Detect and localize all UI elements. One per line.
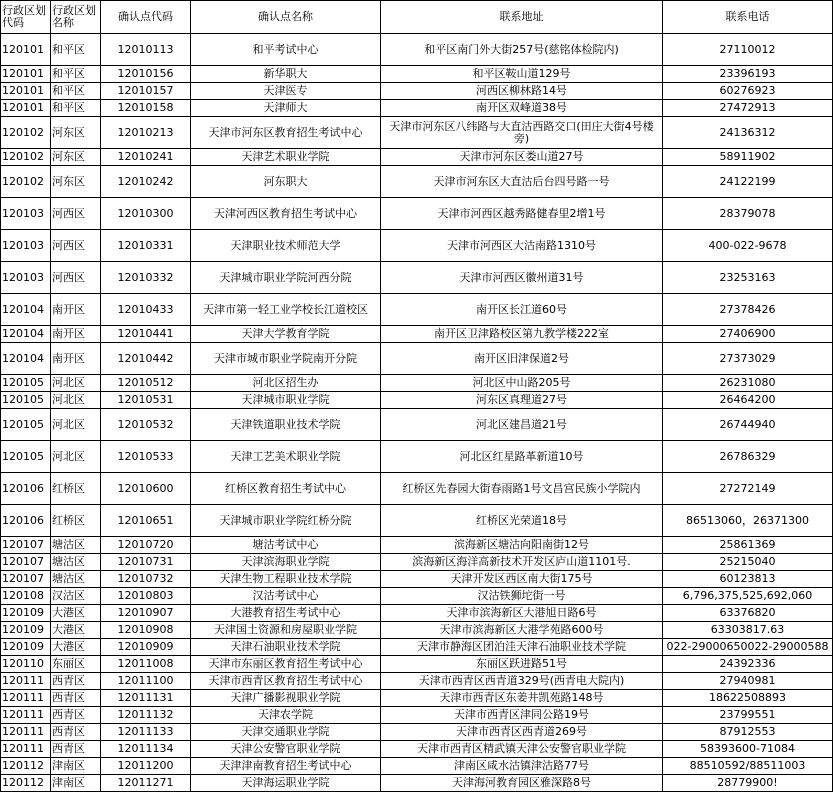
site-code-cell: 12010441	[101, 326, 191, 343]
site-code-cell: 12010241	[101, 149, 191, 166]
table-row	[1, 639, 833, 656]
phone-cell: 26786329	[663, 441, 833, 473]
address-cell: 津南区咸水沽镇津沽路77号	[381, 758, 663, 775]
table-row	[1, 441, 833, 473]
site-name-cell: 天津市第一轻工业学校长江道校区	[191, 294, 381, 326]
district-code-cell: 120101	[1, 34, 51, 66]
table-row	[1, 392, 833, 409]
phone-cell: 25215040	[663, 554, 833, 571]
district-code-cell: 120103	[1, 198, 51, 230]
phone-cell: 28379078	[663, 198, 833, 230]
district-name-cell: 南开区	[51, 326, 101, 343]
district-code-cell: 120111	[1, 741, 51, 758]
address-cell: 天津市河东区八纬路与大直沽西路交口(田庄大街4号楼旁)	[381, 117, 663, 149]
address-cell: 天津市西青区津同公路19号	[381, 707, 663, 724]
phone-cell: 23799551	[663, 707, 833, 724]
table-row	[1, 622, 833, 639]
district-name-cell: 河西区	[51, 198, 101, 230]
table-row	[1, 230, 833, 262]
site-code-cell: 12010533	[101, 441, 191, 473]
site-code-cell: 12010909	[101, 639, 191, 656]
site-name-cell: 汉沽考试中心	[191, 588, 381, 605]
district-code-cell: 120106	[1, 473, 51, 505]
district-code-cell: 120112	[1, 758, 51, 775]
district-name-cell: 和平区	[51, 34, 101, 66]
address-cell: 滨海新区塘沽向阳南街12号	[381, 537, 663, 554]
address-cell: 红桥区先春园大街春雨路1号文昌宫民族小学院内	[381, 473, 663, 505]
phone-cell: 27940981	[663, 673, 833, 690]
district-name-cell: 红桥区	[51, 505, 101, 537]
address-cell: 河西区柳林路14号	[381, 83, 663, 100]
site-name-cell: 天津市城市职业学院南开分院	[191, 343, 381, 375]
address-cell: 天津开发区西区南大街175号	[381, 571, 663, 588]
phone-cell: 6,796,375,525,692,060	[663, 588, 833, 605]
site-name-cell: 天津师大	[191, 100, 381, 117]
table-row	[1, 605, 833, 622]
table-row	[1, 262, 833, 294]
district-code-cell: 120109	[1, 622, 51, 639]
phone-cell: 27110012	[663, 34, 833, 66]
address-cell: 河北区中山路205号	[381, 375, 663, 392]
district-name-cell: 大港区	[51, 605, 101, 622]
district-name-cell: 西青区	[51, 741, 101, 758]
header-phone: 联系电话	[663, 1, 833, 34]
site-code-cell: 12010442	[101, 343, 191, 375]
site-code-cell: 12010731	[101, 554, 191, 571]
phone-cell: 60276923	[663, 83, 833, 100]
district-code-cell: 120105	[1, 441, 51, 473]
header-district-code: 行政区划代码	[1, 1, 51, 34]
phone-cell: 87912553	[663, 724, 833, 741]
district-code-cell: 120105	[1, 375, 51, 392]
site-code-cell: 12010732	[101, 571, 191, 588]
district-code-cell: 120111	[1, 690, 51, 707]
district-name-cell: 河东区	[51, 117, 101, 149]
phone-cell: 23253163	[663, 262, 833, 294]
phone-cell: 25861369	[663, 537, 833, 554]
site-code-cell: 12010156	[101, 66, 191, 83]
site-code-cell: 12010531	[101, 392, 191, 409]
address-cell: 南开区双峰道38号	[381, 100, 663, 117]
site-code-cell: 12010803	[101, 588, 191, 605]
district-name-cell: 河东区	[51, 166, 101, 198]
table-row	[1, 343, 833, 375]
site-name-cell: 天津医专	[191, 83, 381, 100]
site-code-cell: 12011133	[101, 724, 191, 741]
district-code-cell: 120101	[1, 66, 51, 83]
phone-cell: 26744940	[663, 409, 833, 441]
table-row	[1, 537, 833, 554]
site-name-cell: 天津市西青区教育招生考试中心	[191, 673, 381, 690]
phone-cell: 23396193	[663, 66, 833, 83]
site-name-cell: 天津职业技术师范大学	[191, 230, 381, 262]
site-name-cell: 红桥区教育招生考试中心	[191, 473, 381, 505]
site-name-cell: 大港教育招生考试中心	[191, 605, 381, 622]
phone-cell: 24122199	[663, 166, 833, 198]
site-name-cell: 天津城市职业学院红桥分院	[191, 505, 381, 537]
district-name-cell: 塘沽区	[51, 571, 101, 588]
table-row	[1, 741, 833, 758]
district-code-cell: 120105	[1, 409, 51, 441]
address-cell: 南开区长江道60号	[381, 294, 663, 326]
district-code-cell: 120107	[1, 554, 51, 571]
site-code-cell: 12010433	[101, 294, 191, 326]
district-name-cell: 塘沽区	[51, 537, 101, 554]
district-code-cell: 120103	[1, 262, 51, 294]
site-name-cell: 河东职大	[191, 166, 381, 198]
site-name-cell: 天津城市职业学院	[191, 392, 381, 409]
table-row	[1, 775, 833, 792]
address-cell: 天津市西青区西青道329号(西青电大院内)	[381, 673, 663, 690]
table-row	[1, 724, 833, 741]
phone-cell: 63376820	[663, 605, 833, 622]
district-code-cell: 120104	[1, 343, 51, 375]
header-address: 联系地址	[381, 1, 663, 34]
district-name-cell: 东丽区	[51, 656, 101, 673]
district-name-cell: 汉沽区	[51, 588, 101, 605]
table-row	[1, 375, 833, 392]
district-code-cell: 120107	[1, 571, 51, 588]
district-name-cell: 河北区	[51, 375, 101, 392]
table-row	[1, 707, 833, 724]
district-name-cell: 和平区	[51, 100, 101, 117]
site-name-cell: 天津农学院	[191, 707, 381, 724]
district-name-cell: 南开区	[51, 294, 101, 326]
site-name-cell: 天津河西区教育招生考试中心	[191, 198, 381, 230]
district-name-cell: 西青区	[51, 724, 101, 741]
district-name-cell: 塘沽区	[51, 554, 101, 571]
address-cell: 河北区建昌道21号	[381, 409, 663, 441]
district-name-cell: 南开区	[51, 343, 101, 375]
site-name-cell: 新华职大	[191, 66, 381, 83]
phone-cell: 400-022-9678	[663, 230, 833, 262]
table-row	[1, 656, 833, 673]
district-name-cell: 津南区	[51, 758, 101, 775]
district-name-cell: 西青区	[51, 707, 101, 724]
table-row	[1, 326, 833, 343]
address-cell: 天津市河东区娄山道27号	[381, 149, 663, 166]
table-row	[1, 505, 833, 537]
phone-cell: 24392336	[663, 656, 833, 673]
address-cell: 河东区真理道27号	[381, 392, 663, 409]
site-code-cell: 12010907	[101, 605, 191, 622]
address-cell: 天津市河西区徽州道31号	[381, 262, 663, 294]
site-name-cell: 天津城市职业学院河西分院	[191, 262, 381, 294]
site-code-cell: 12010213	[101, 117, 191, 149]
address-cell: 汉沽铁狮坨街一号	[381, 588, 663, 605]
header-district-name: 行政区划名称	[51, 1, 101, 34]
district-name-cell: 河东区	[51, 149, 101, 166]
phone-cell: 58393600-71084	[663, 741, 833, 758]
phone-cell: 27378426	[663, 294, 833, 326]
address-cell: 天津市河西区越秀路健春里2增1号	[381, 198, 663, 230]
site-name-cell: 天津大学教育学院	[191, 326, 381, 343]
table-row	[1, 409, 833, 441]
site-name-cell: 天津海运职业学院	[191, 775, 381, 792]
site-code-cell: 12010332	[101, 262, 191, 294]
site-name-cell: 天津广播影视职业学院	[191, 690, 381, 707]
table-row	[1, 149, 833, 166]
site-code-cell: 12010300	[101, 198, 191, 230]
site-name-cell: 天津工艺美术职业学院	[191, 441, 381, 473]
district-name-cell: 河北区	[51, 409, 101, 441]
district-code-cell: 120111	[1, 724, 51, 741]
phone-cell: 18622508893	[663, 690, 833, 707]
table-row	[1, 554, 833, 571]
phone-cell: 27373029	[663, 343, 833, 375]
table-row	[1, 117, 833, 149]
phone-cell: 58911902	[663, 149, 833, 166]
site-code-cell: 12011271	[101, 775, 191, 792]
phone-cell: 26231080	[663, 375, 833, 392]
site-name-cell: 和平考试中心	[191, 34, 381, 66]
address-cell: 河北区红星路革新道10号	[381, 441, 663, 473]
site-code-cell: 12011200	[101, 758, 191, 775]
table-row	[1, 34, 833, 66]
site-code-cell: 12010113	[101, 34, 191, 66]
table-row	[1, 673, 833, 690]
address-cell: 天津市静海区团泊洼天津石油职业技术学院	[381, 639, 663, 656]
district-code-cell: 120103	[1, 230, 51, 262]
site-code-cell: 12011131	[101, 690, 191, 707]
site-code-cell: 12010908	[101, 622, 191, 639]
phone-cell: 60123813	[663, 571, 833, 588]
address-cell: 东丽区跃进路51号	[381, 656, 663, 673]
address-cell: 天津市西青区精武镇天津公安警官职业学院	[381, 741, 663, 758]
address-cell: 天津市西青区西青道269号	[381, 724, 663, 741]
table-row	[1, 294, 833, 326]
site-name-cell: 天津国土资源和房屋职业学院	[191, 622, 381, 639]
site-code-cell: 12010651	[101, 505, 191, 537]
district-name-cell: 河北区	[51, 441, 101, 473]
site-name-cell: 天津津南教育招生考试中心	[191, 758, 381, 775]
phone-cell: 27472913	[663, 100, 833, 117]
phone-cell: 28779900!	[663, 775, 833, 792]
header-site-code: 确认点代码	[101, 1, 191, 34]
site-code-cell: 12010600	[101, 473, 191, 505]
district-code-cell: 120109	[1, 605, 51, 622]
site-name-cell: 天津艺术职业学院	[191, 149, 381, 166]
site-code-cell: 12010532	[101, 409, 191, 441]
table-row	[1, 83, 833, 100]
district-code-cell: 120109	[1, 639, 51, 656]
header-row	[1, 1, 833, 34]
district-name-cell: 河北区	[51, 392, 101, 409]
phone-cell: 24136312	[663, 117, 833, 149]
district-code-cell: 120102	[1, 117, 51, 149]
district-code-cell: 120111	[1, 673, 51, 690]
district-code-cell: 120110	[1, 656, 51, 673]
district-code-cell: 120102	[1, 149, 51, 166]
site-name-cell: 天津铁道职业技术学院	[191, 409, 381, 441]
address-cell: 红桥区光荣道18号	[381, 505, 663, 537]
address-cell: 滨海新区海洋高新技术开发区庐山道1101号.	[381, 554, 663, 571]
site-code-cell: 12010512	[101, 375, 191, 392]
site-code-cell: 12010157	[101, 83, 191, 100]
site-name-cell: 塘沽考试中心	[191, 537, 381, 554]
table-row	[1, 198, 833, 230]
district-code-cell: 120108	[1, 588, 51, 605]
district-code-cell: 120111	[1, 707, 51, 724]
district-name-cell: 津南区	[51, 775, 101, 792]
address-cell: 天津市滨海新区大港旭日路6号	[381, 605, 663, 622]
district-name-cell: 大港区	[51, 639, 101, 656]
site-code-cell: 12010720	[101, 537, 191, 554]
address-cell: 南开区卫津路校区第九教学楼222室	[381, 326, 663, 343]
table-row	[1, 166, 833, 198]
site-code-cell: 12010242	[101, 166, 191, 198]
phone-cell: 88510592/88511003	[663, 758, 833, 775]
site-code-cell: 12011132	[101, 707, 191, 724]
site-name-cell: 天津市东丽区教育招生考试中心	[191, 656, 381, 673]
site-code-cell: 12011008	[101, 656, 191, 673]
table-row	[1, 588, 833, 605]
address-cell: 天津市西青区东姜井凯苑路148号	[381, 690, 663, 707]
site-name-cell: 天津石油职业技术学院	[191, 639, 381, 656]
address-cell: 南开区旧津保道2号	[381, 343, 663, 375]
table-row	[1, 473, 833, 505]
district-code-cell: 120101	[1, 83, 51, 100]
table-row	[1, 758, 833, 775]
phone-cell: 022-29000650022-29000588	[663, 639, 833, 656]
phone-cell: 27406900	[663, 326, 833, 343]
phone-cell: 86513060，26371300	[663, 505, 833, 537]
site-code-cell: 12011134	[101, 741, 191, 758]
district-name-cell: 大港区	[51, 622, 101, 639]
address-cell: 天津市滨海新区大港学苑路600号	[381, 622, 663, 639]
site-name-cell: 天津公安警官职业学院	[191, 741, 381, 758]
district-name-cell: 河西区	[51, 262, 101, 294]
district-name-cell: 红桥区	[51, 473, 101, 505]
site-name-cell: 天津滨海职业学院	[191, 554, 381, 571]
phone-cell: 63303817.63	[663, 622, 833, 639]
district-code-cell: 120105	[1, 392, 51, 409]
site-name-cell: 天津市河东区教育招生考试中心	[191, 117, 381, 149]
site-name-cell: 天津生物工程职业技术学院	[191, 571, 381, 588]
site-name-cell: 天津交通职业学院	[191, 724, 381, 741]
district-code-cell: 120104	[1, 326, 51, 343]
site-code-cell: 12011100	[101, 673, 191, 690]
address-cell: 和平区鞍山道129号	[381, 66, 663, 83]
table-row	[1, 690, 833, 707]
address-cell: 和平区南门外大街257号(慈铭体检院内)	[381, 34, 663, 66]
phone-cell: 27272149	[663, 473, 833, 505]
district-code-cell: 120112	[1, 775, 51, 792]
site-code-cell: 12010331	[101, 230, 191, 262]
address-cell: 天津市河东区大直沽后台四号路一号	[381, 166, 663, 198]
site-name-cell: 河北区招生办	[191, 375, 381, 392]
site-code-cell: 12010158	[101, 100, 191, 117]
table-row	[1, 100, 833, 117]
district-name-cell: 河西区	[51, 230, 101, 262]
district-code-cell: 120102	[1, 166, 51, 198]
table-row	[1, 571, 833, 588]
district-name-cell: 和平区	[51, 83, 101, 100]
district-code-cell: 120106	[1, 505, 51, 537]
table-row	[1, 66, 833, 83]
address-cell: 天津海河教育园区雅深路8号	[381, 775, 663, 792]
address-cell: 天津市河西区大沽南路1310号	[381, 230, 663, 262]
district-code-cell: 120107	[1, 537, 51, 554]
district-name-cell: 和平区	[51, 66, 101, 83]
phone-cell: 26464200	[663, 392, 833, 409]
district-code-cell: 120101	[1, 100, 51, 117]
header-site-name: 确认点名称	[191, 1, 381, 34]
district-name-cell: 西青区	[51, 673, 101, 690]
table-body	[1, 34, 833, 792]
district-name-cell: 西青区	[51, 690, 101, 707]
district-code-cell: 120104	[1, 294, 51, 326]
